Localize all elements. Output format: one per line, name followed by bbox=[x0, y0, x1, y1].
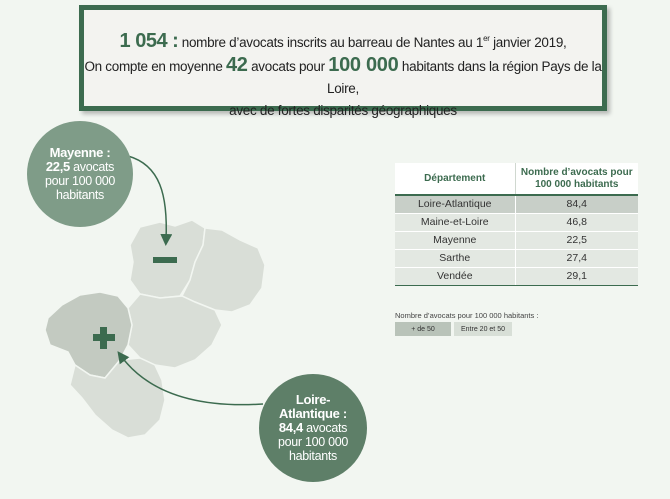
cell-department: Vendée bbox=[395, 267, 515, 285]
loire-bubble-unit: avocats bbox=[302, 421, 348, 435]
table-header-row bbox=[395, 163, 638, 195]
cell-department: Mayenne bbox=[395, 231, 515, 249]
cell-value: 22,5 bbox=[515, 231, 638, 249]
column-header-density: Nombre d’avocats pour 100 000 habitants bbox=[515, 163, 638, 195]
table-row bbox=[395, 249, 638, 267]
table-row bbox=[395, 195, 638, 213]
density-table-grid bbox=[395, 163, 638, 286]
headline-text-2c: habitants dans la région Pays de la Loire, bbox=[327, 59, 602, 96]
headline-text-2b: avocats pour bbox=[247, 59, 329, 74]
loire-bubble-line3: pour 100 000 bbox=[277, 435, 349, 449]
mayenne-bubble-line3: pour 100 000 bbox=[44, 174, 116, 188]
headline-text-2a: On compte en moyenne bbox=[84, 59, 226, 74]
legend-title: Nombre d’avocats pour 100 000 habitants : bbox=[395, 311, 539, 320]
minus-sign bbox=[153, 257, 177, 263]
loire-bubble-name: Loire- bbox=[295, 392, 331, 407]
mayenne-bubble-name: Mayenne : bbox=[49, 145, 111, 160]
mayenne-bubble-line4: habitants bbox=[55, 188, 105, 202]
loire-bubble-value: 84,4 bbox=[278, 420, 303, 435]
ordinal-sup: er bbox=[483, 34, 490, 43]
loire-bubble-line4: habitants bbox=[288, 449, 338, 463]
table-row bbox=[395, 231, 638, 249]
headline-text-1: nombre d’avocats inscrits au barreau de Nantes au 1 bbox=[178, 35, 484, 50]
headline-banner bbox=[79, 5, 607, 118]
loire-atlantique-bubble bbox=[259, 374, 367, 482]
legend-item-mid: Entre 20 et 50 bbox=[454, 322, 512, 336]
table-row bbox=[395, 213, 638, 231]
lawyer-count: 1 054 : bbox=[119, 30, 179, 52]
average-number: 42 bbox=[225, 54, 248, 76]
headline-text-1-end: janvier 2019, bbox=[489, 35, 567, 50]
headline-line-1 bbox=[84, 28, 602, 54]
cell-value: 84,4 bbox=[515, 195, 638, 213]
cell-value: 27,4 bbox=[515, 249, 638, 267]
headline-line-3: avec de fortes disparités géographiques bbox=[229, 103, 457, 118]
column-header-department: Département bbox=[395, 163, 515, 195]
mayenne-bubble-value: 22,5 bbox=[45, 159, 70, 174]
cell-department: Sarthe bbox=[395, 249, 515, 267]
cell-department: Loire-Atlantique bbox=[395, 195, 515, 213]
mayenne-bubble bbox=[27, 121, 133, 227]
table-row bbox=[395, 267, 638, 285]
loire-bubble-value-line bbox=[279, 421, 347, 435]
cell-value: 29,1 bbox=[515, 267, 638, 285]
loire-bubble-name2: Atlantique : bbox=[279, 406, 347, 421]
density-table bbox=[395, 163, 638, 286]
cell-value: 46,8 bbox=[515, 213, 638, 231]
headline-line-2 bbox=[84, 54, 602, 100]
population-number: 100 000 bbox=[328, 54, 399, 76]
legend-item-high: + de 50 bbox=[395, 322, 451, 336]
mayenne-bubble-value-line bbox=[46, 160, 114, 174]
mayenne-bubble-unit: avocats bbox=[69, 160, 115, 174]
cell-department: Maine-et-Loire bbox=[395, 213, 515, 231]
